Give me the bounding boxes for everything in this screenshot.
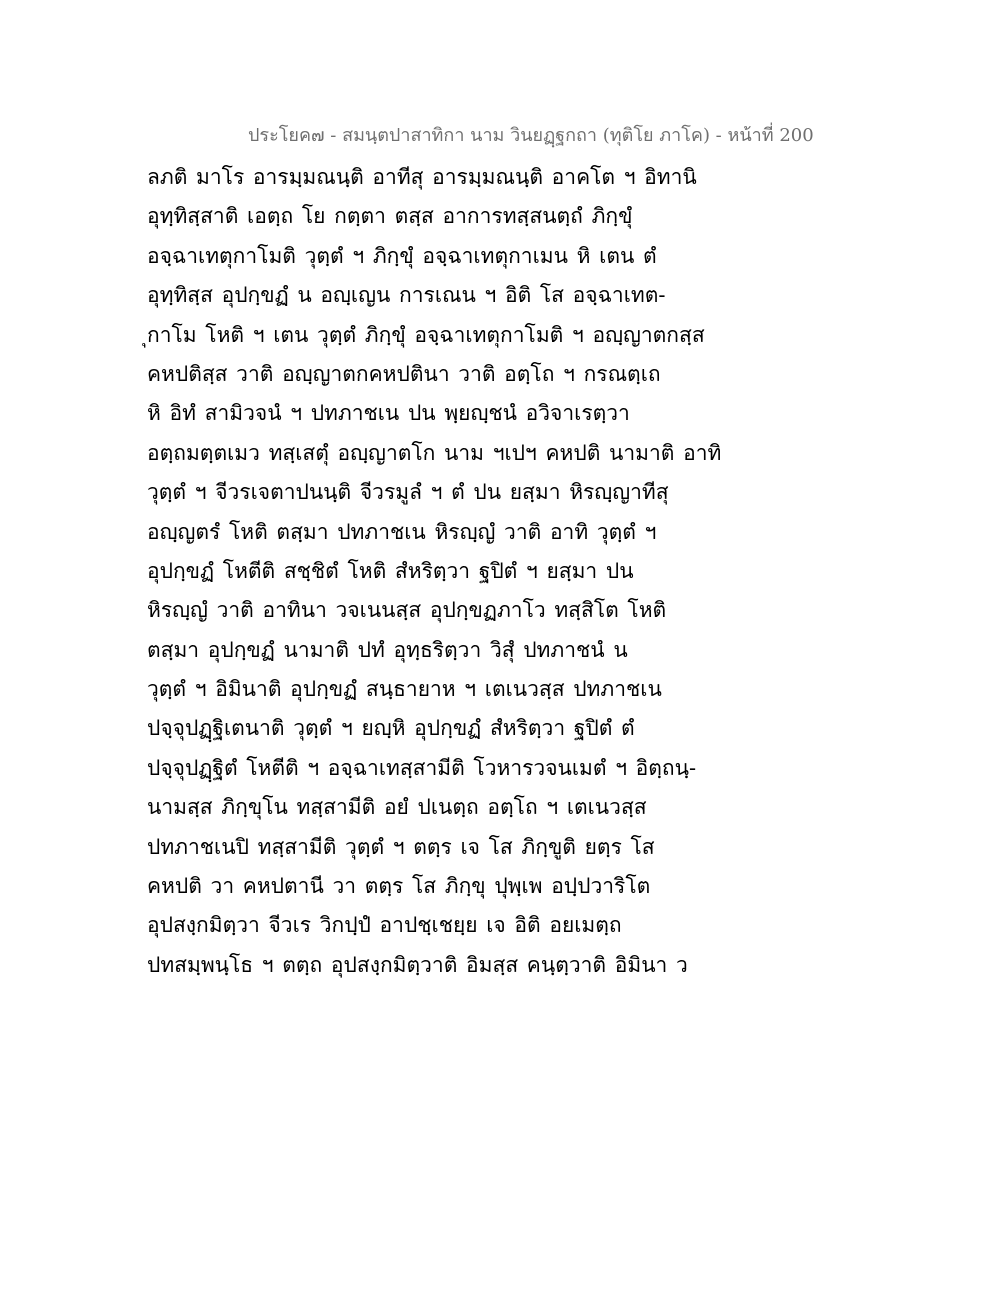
text-line: หิรญฺญํ วาติ อาทินา วจเนนสฺส อุปกฺขฏภาโว ทสฺสิโต โหติ — [147, 598, 667, 623]
text-line: คหปติ วา คหปตานี วา ตตฺร โส ภิกฺขุ ปุพฺเพ อปฺปวาริโต — [147, 874, 651, 899]
running-header: ประโยค๗ - สมนฺตปาสาทิกา นาม วินยฏฺฐกถา (ทุติโย ภาโค) - หน้าที่ 200 — [248, 125, 814, 146]
text-line: ตสฺมา อุปกฺขฏํ นามาติ ปทํ อุทฺธริตฺวา วิสุํ ปทภาชนํ น — [147, 637, 628, 662]
text-line: นามสฺส ภิกฺขุโน ทสฺสามีติ อยํ ปเนตฺถ อตฺโถ ฯ เตเนวสฺส — [147, 795, 647, 820]
text-line: ุกาโม โหติ ฯ เตน วุตฺตํ ภิกฺขุํ อจฺฉาเทตุกาโมติ ฯ อญฺญาตกสฺส — [147, 322, 705, 347]
text-line: หิ อิทํ สามิวจนํ ฯ ปทภาชเน ปน พฺยญฺชนํ อวิจาเรตฺวา — [147, 401, 630, 426]
text-line: ปจฺจุปฏฺฐิเตนาติ วุตฺตํ ฯ ยญฺหิ อุปกฺขฏํ สํหริตฺวา ฐปิตํ ตํ — [147, 716, 635, 741]
body-text — [147, 158, 722, 985]
text-line: อจฺฉาเทตุกาโมติ วุตฺตํ ฯ ภิกฺขุํ อจฺฉาเทตุกาเมน หิ เตน ตํ — [147, 243, 657, 268]
text-line: ปทสมฺพนฺโธ ฯ ตตฺถ อุปสงฺกมิตฺวาติ อิมสฺส คนฺตฺวาติ อิมินา ว — [147, 952, 688, 977]
text-line: คหปติสฺส วาติ อญฺญาตกคหปตินา วาติ อตฺโถ ฯ กรณตฺเถ — [147, 361, 661, 386]
text-line: วุตฺตํ ฯ อิมินาติ อุปกฺขฏํ สนฺธายาห ฯ เตเนวสฺส ปทภาชเน — [147, 677, 662, 702]
text-line: อุปกฺขฏํ โหตีติ สชฺชิตํ โหติ สํหริตฺวา ฐปิตํ ฯ ยสฺมา ปน — [147, 558, 634, 583]
text-line: อุทฺทิสฺสาติ เอตฺถ โย กตฺตา ตสฺส อาการทสฺสนตฺถํ ภิกฺขุํ — [147, 204, 633, 229]
text-line: อญฺญตรํ โหติ ตสฺมา ปทภาชเน หิรญฺญํ วาติ อาทิ วุตฺตํ ฯ — [147, 519, 657, 544]
text-line: อตฺถมตฺตเมว ทสฺเสตุํ อญฺญาตโก นาม ฯเปฯ คหปติ นามาติ อาทิ — [147, 440, 722, 465]
text-line: อุปสงฺกมิตฺวา จีวเร วิกปฺปํ อาปชฺเชยฺย เจ อิติ อยเมตฺถ — [147, 913, 622, 938]
text-line: ปจฺจุปฏฺฐิตํ โหตีติ ฯ อจฺฉาเทสฺสามีติ โวหารวจนเมตํ ฯ อิตฺถนฺ- — [147, 755, 697, 780]
text-line: ลภติ มาโร อารมฺมณนฺติ อาทีสุ อารมฺมณนฺติ อาคโต ฯ อิทานิ — [147, 165, 697, 189]
text-line: อุทฺทิสฺส อุปกฺขฏํ น อญฺเญน การเณน ฯ อิติ โส อจฺฉาเทต- — [147, 283, 666, 308]
text-line: ปทภาชเนปิ ทสฺสามีติ วุตฺตํ ฯ ตตฺร เจ โส ภิกฺขูติ ยตฺร โส — [147, 834, 655, 859]
text-line: วุตฺตํ ฯ จีวรเจตาปนนฺติ จีวรมูลํ ฯ ตํ ปน ยสฺมา หิรญฺญาทีสุ — [147, 480, 669, 505]
